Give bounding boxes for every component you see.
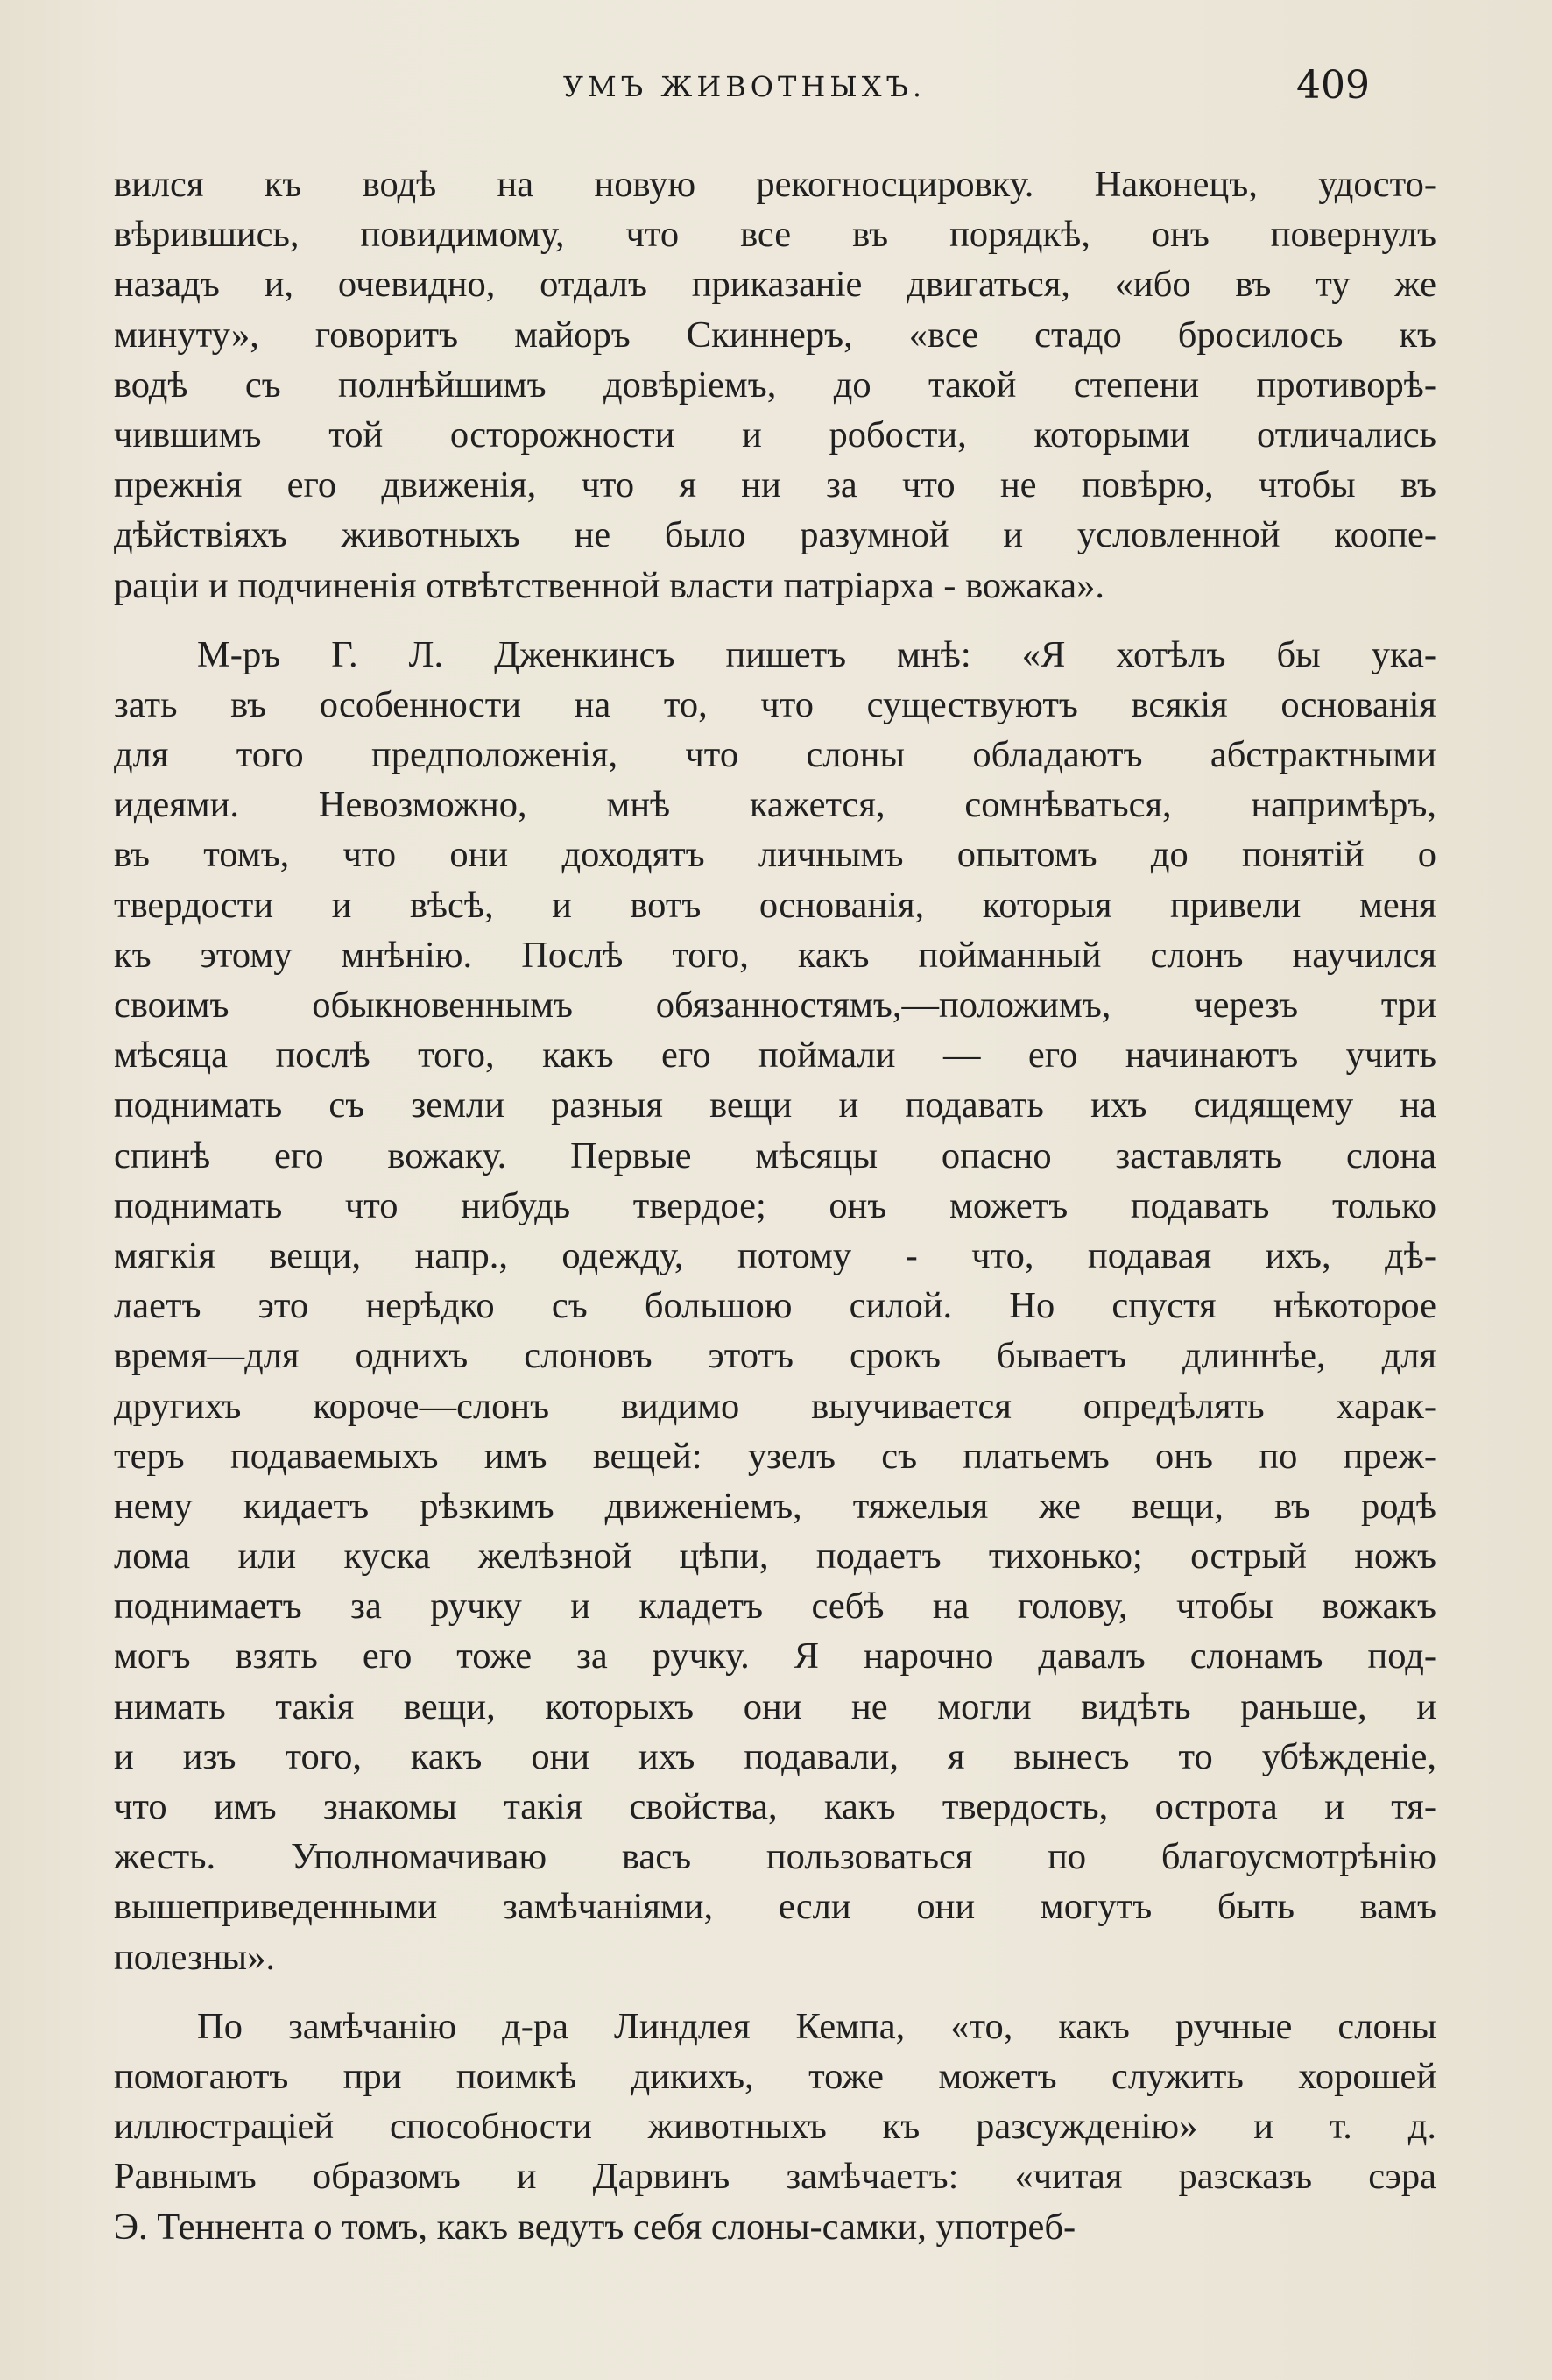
text-line: назадъ и, очевидно, отдалъ приказанiе двигаться, «ибо въ ту же: [114, 264, 1436, 306]
text-line: иллюстрацiей способности животныхъ къ разсужденiю» и т. д.: [114, 2106, 1436, 2148]
text-line: спинѣ его вожаку. Первые мѣсяцы опасно заставлять слона: [114, 1134, 1436, 1176]
text-line: для того предположенiя, что слоны обладаютъ абстрактными: [114, 734, 1436, 776]
text-line: другихъ короче—слонъ видимо выучивается опредѣлять харак-: [114, 1385, 1436, 1427]
text-line: своимъ обыкновеннымъ обязанностямъ,—положимъ, черезъ три: [114, 985, 1436, 1026]
paragraph-gap: [114, 611, 1436, 630]
text-line: къ этому мнѣнiю. Послѣ того, какъ пойманный слонъ научился: [114, 934, 1436, 976]
paragraph: [114, 2002, 1436, 2252]
paragraph: [114, 630, 1436, 1982]
text-line: что имъ знакомы такiя свойства, какъ твердость, острота и тя-: [114, 1786, 1436, 1827]
page-header: [114, 63, 1375, 116]
paragraph-gap: [114, 1982, 1436, 2002]
text-line: въ томъ, что они доходятъ личнымъ опытомъ до понятiй о: [114, 834, 1436, 876]
text-line: прежнiя его движенiя, что я ни за что не повѣрю, чтобы въ: [114, 464, 1436, 506]
text-line: Равнымъ образомъ и Дарвинъ замѣчаетъ: «читая разсказъ сэра: [114, 2156, 1436, 2198]
text-line: помогаютъ при поимкѣ дикихъ, тоже можетъ служить хорошей: [114, 2055, 1436, 2097]
text-line: вышеприведенными замѣчанiями, если они могутъ быть вамъ: [114, 1886, 1436, 1928]
running-title: УМЪ ЖИВОТНЫХЪ.: [562, 70, 927, 103]
text-line: вился къ водѣ на новую рекогносцировку. Наконецъ, удосто-: [114, 164, 1436, 205]
text-line: поднимать что нибудь твердое; онъ можетъ подавать только: [114, 1184, 1436, 1226]
text-line: чившимъ той осторожности и робости, которыми отличались: [114, 413, 1436, 456]
text-line: нему кидаетъ рѣзкимъ движенiемъ, тяжелыя же вещи, въ родѣ: [114, 1485, 1436, 1527]
text-line: нимать такiя вещи, которыхъ они не могли видѣть раньше, и: [114, 1685, 1436, 1727]
text-line: время—для однихъ слоновъ этотъ срокъ бываетъ длиннѣе, для: [114, 1335, 1436, 1377]
text-line: и изъ того, какъ они ихъ подавали, я вынесъ то убѣжденiе,: [114, 1735, 1436, 1777]
text-line: мѣсяца послѣ того, какъ его поймали — его начинаютъ учить: [114, 1035, 1436, 1077]
text-line: М-ръ Г. Л. Дженкинсъ пишетъ мнѣ: «Я хотѣлъ бы ука-: [197, 633, 1436, 675]
text-line: рацiи и подчиненiя отвѣтственной власти патрiарха - вожака».: [114, 564, 1105, 606]
text-line: вѣрившись, повидимому, что все въ порядкѣ, онъ повернулъ: [114, 214, 1436, 256]
text-line: твердости и вѣсѣ, и вотъ основанiя, которыя привели меня: [114, 884, 1436, 926]
text-line: минуту», говоритъ майоръ Скиннеръ, «все стадо бросилось къ: [114, 314, 1436, 356]
text-line: теръ подаваемыхъ имъ вещей: узелъ съ платьемъ онъ по преж-: [114, 1435, 1436, 1477]
text-line: мягкiя вещи, напр., одежду, потому - что, подавая ихъ, дѣ-: [114, 1234, 1436, 1276]
paragraph: [114, 159, 1436, 611]
text-line: зать въ особенности на то, что существуютъ всякiя основанiя: [114, 683, 1436, 725]
text-line: Э. Теннента о томъ, какъ ведутъ себя слоны-самки, употреб-: [114, 2206, 1076, 2248]
text-line: могъ взять его тоже за ручку. Я нарочно давалъ слонамъ под-: [114, 1635, 1436, 1677]
text-line: лаетъ это нерѣдко съ большою силой. Но спустя нѣкоторое: [114, 1285, 1436, 1327]
text-line: жесть. Уполномачиваю васъ пользоваться по благоусмотрѣнiю: [114, 1836, 1436, 1878]
text-line: поднимаетъ за ручку и кладетъ себѣ на голову, чтобы вожакъ: [114, 1585, 1436, 1628]
text-line: дѣйствiяхъ животныхъ не было разумной и условленной коопе-: [114, 514, 1436, 556]
body-text: [114, 159, 1436, 2252]
text-line: По замѣчанiю д-ра Линдлея Кемпа, «то, какъ ручные слоны: [197, 2005, 1436, 2047]
page-number: 409: [1296, 63, 1370, 108]
text-line: идеями. Невозможно, мнѣ кажется, сомнѣваться, напримѣръ,: [114, 784, 1436, 826]
text-line: полезны».: [114, 1936, 275, 1978]
text-line: лома или куска желѣзной цѣпи, подаетъ тихонько; острый ножъ: [114, 1536, 1436, 1578]
text-line: поднимать съ земли разныя вещи и подавать ихъ сидящему на: [114, 1084, 1436, 1126]
text-line: водѣ съ полнѣйшимъ довѣрiемъ, до такой степени противорѣ-: [114, 364, 1436, 406]
